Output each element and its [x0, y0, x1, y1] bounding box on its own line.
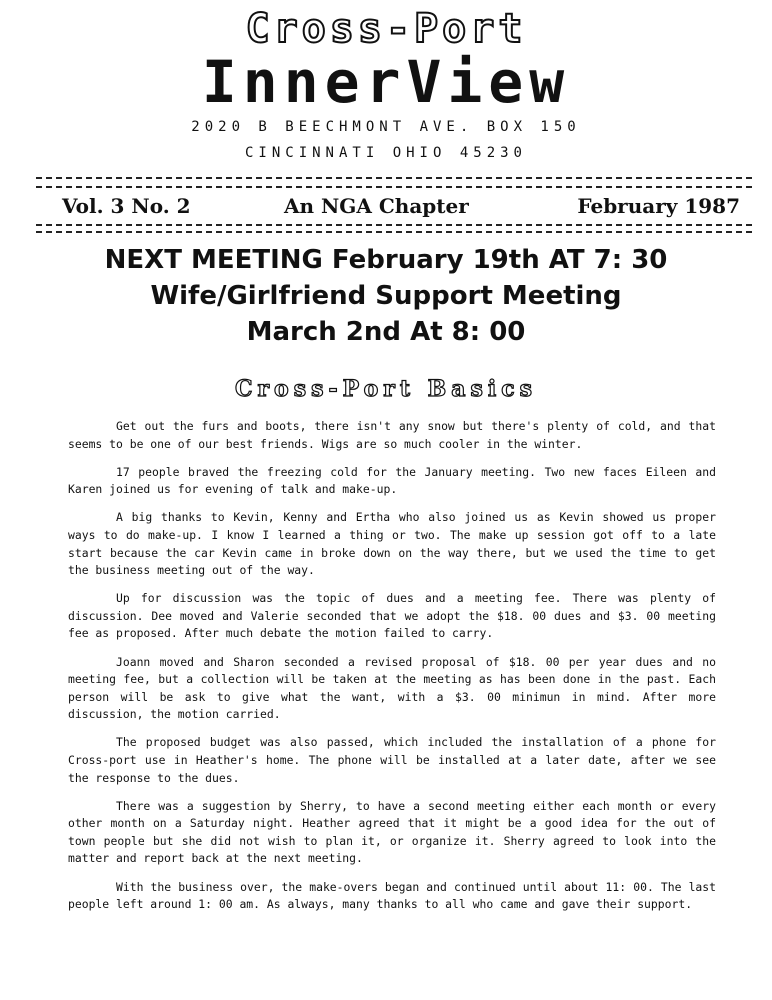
newsletter-title-cross-port: Cross-Port: [245, 6, 527, 52]
divider-dashed: [36, 231, 752, 233]
article-paragraph: 17 people braved the freezing cold for the January meeting. Two new faces Eileen and Karen joined us for evening of talk and make-up.: [68, 464, 716, 497]
address-street: 2020 B BEECHMONT AVE. BOX 150: [191, 119, 581, 135]
issue-date: February 1987: [577, 194, 740, 218]
issue-volume: Vol. 3 No. 2: [62, 194, 191, 218]
divider-dashed: [36, 186, 752, 188]
section-title: Cross-Port Basics: [234, 376, 538, 402]
support-meeting-headline: Wife/Girlfriend Support Meeting: [150, 281, 622, 311]
chapter-label: An NGA Chapter: [284, 194, 469, 218]
article-body: [68, 418, 716, 924]
divider-dashed: [36, 177, 752, 179]
article-paragraph: Get out the furs and boots, there isn't any snow but there's plenty of cold, and that seems to be one of our best friends. Wigs are so much cooler in the winter.: [68, 419, 716, 451]
next-meeting-headline: NEXT MEETING February 19th AT 7: 30: [104, 245, 668, 275]
divider-dashed: [36, 224, 752, 226]
article-paragraph: Joann moved and Sharon seconded a revised proposal of $18. 00 per year dues and no meeting fee, but a collection will be taken at the meeting as has been done in the past. Each person will be ask to give what the want, with a $3. 00 minimun in mind. After more discussion, the motion carried.: [68, 654, 716, 722]
address-city: CINCINNATI OHIO 45230: [244, 145, 527, 161]
article-paragraph: With the business over, the make-overs began and continued until about 11: 00. The last people left around 1: 00 am. As always, many thanks to all who came and gave their support.: [68, 879, 716, 912]
article-paragraph: The proposed budget was also passed, which included the installation of a phone for Cross-port use in Heather's home. The phone will be installed at a later date, after we see the response to the dues.: [68, 735, 716, 785]
article-paragraph: A big thanks to Kevin, Kenny and Ertha who also joined us as Kevin showed us proper ways to do make-up. I know I learned a thing or two. The make up session got off to a late start because the car Kevin came in broke down on the way there, but we used the time to get the business meeting out of the way.: [68, 510, 716, 578]
issue-info-row: [40, 194, 740, 220]
article-paragraph: Up for discussion was the topic of dues and a meeting fee. There was plenty of discussion. Dee moved and Valerie seconded that we adopt the $18. 00 dues and $3. 00 meeting fee as proposed. After much debate the motion failed to carry.: [68, 591, 716, 641]
newsletter-title-innerview: InnerView: [201, 48, 571, 116]
article-paragraph: There was a suggestion by Sherry, to have a second meeting either each month or every other month on a Saturday night. Heather agreed that it might be a good idea for the out of town people but she did not wish to plan it, or organize it. Sherry agreed to look into the matter and report back at the next meeting.: [68, 798, 716, 866]
support-meeting-date: March 2nd At 8: 00: [246, 317, 526, 347]
